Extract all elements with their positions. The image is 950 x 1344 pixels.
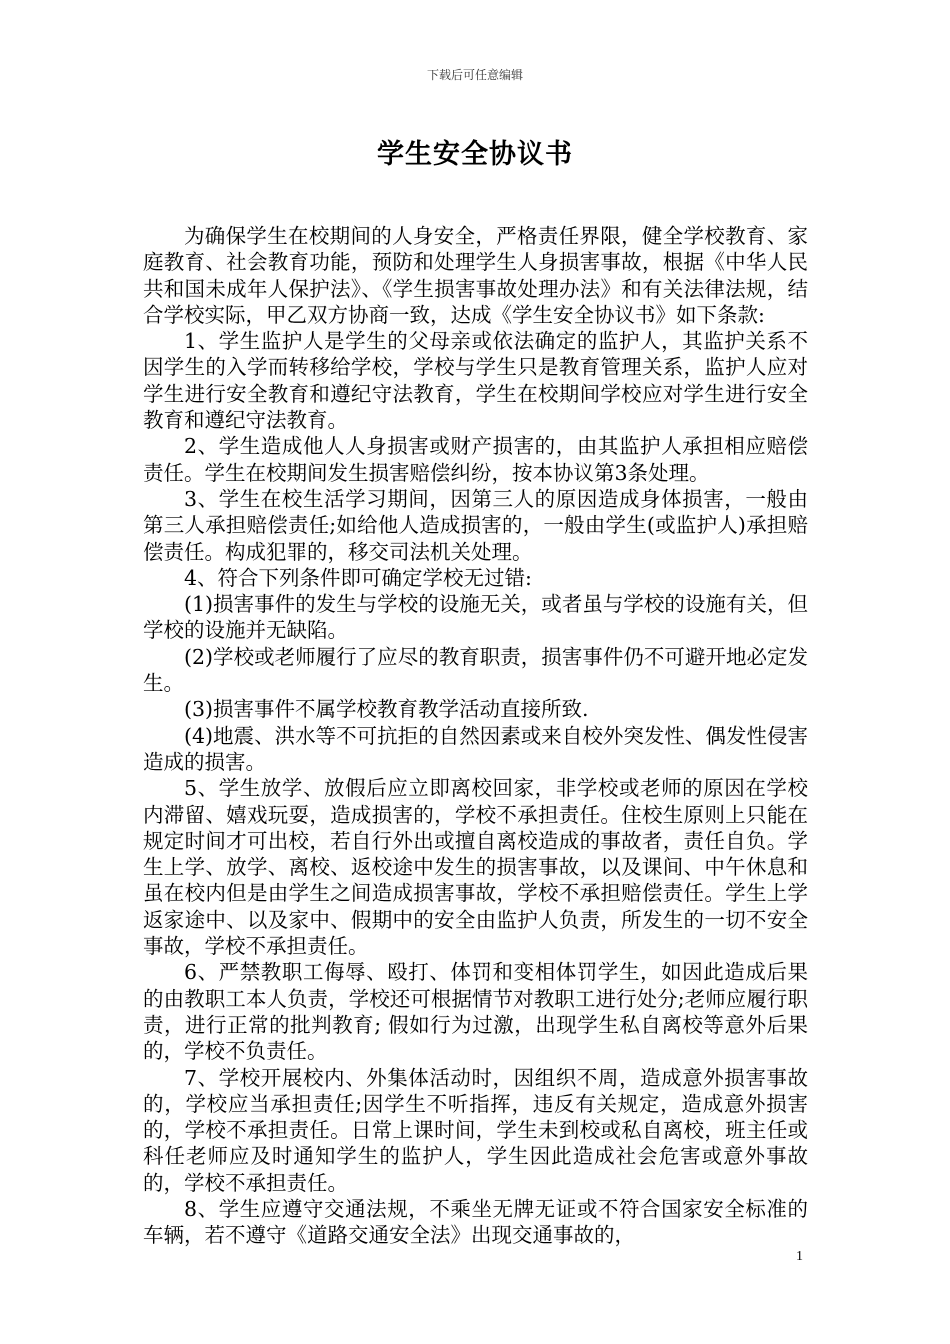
clause-4-item-3: (3)损害事件不属学校教育教学活动直接所致. <box>184 697 589 722</box>
page-number: 1 <box>796 1249 803 1264</box>
clause-4-item-2: (2)学校或老师履行了应尽的教育职责，损害事件仍不可避开地必定发生。 <box>143 644 808 696</box>
clause-4-item-4: (4)地震、洪水等不可抗拒的自然因素或来自校外突发性、偶发性侵害造成的损害。 <box>143 723 808 774</box>
clause-8: 8、学生应遵守交通法规，不乘坐无牌无证或不符合国家安全标准的车辆，若不遵守《道路交通安全法》出现交通事故的， <box>143 1196 808 1248</box>
clause-2: 2、学生造成他人人身损害或财产损害的，由其监护人承担相应赔偿责任。学生在校期间发生损害赔偿纠纷，按本协议第3条处理。 <box>143 434 808 485</box>
document-body <box>143 223 808 1249</box>
clause-1: 1、学生监护人是学生的父母亲或依法确定的监护人，其监护关系不因学生的入学而转移给学校，学校与学生只是教育管理关系，监护人应对学生进行安全教育和遵纪守法教育，学生在校期间学校应对学生进行安全教育和遵纪守法教育。 <box>143 329 808 433</box>
clause-4: 4、符合下列条件即可确定学校无过错: <box>184 565 532 590</box>
clause-3: 3、学生在校生活学习期间，因第三人的原因造成身体损害，一般由第三人承担赔偿责任;如给他人造成损害的，一般由学生(或监护人)承担赔偿责任。构成犯罪的，移交司法机关处理。 <box>143 486 808 564</box>
clause-5: 5、学生放学、放假后应立即离校回家，非学校或老师的原因在学校内滞留、嬉戏玩耍，造成损害的，学校不承担责任。住校生原则上只能在规定时间才可出校，若自行外出或擅自离校造成的事故者，责任自负。学生上学、放学、离校、返校途中发生的损害事故，以及课间、中午休息和虽在校内但是由学生之间造成损害事故，学校不承担赔偿责任。学生上学返家途中、以及家中、假期中的安全由监护人负责，所发生的一切不安全事故，学校不承担责任。 <box>143 776 808 959</box>
clause-4-item-1: (1)损害事件的发生与学校的设施无关，或者虽与学校的设施有关，但学校的设施并无缺陷。 <box>143 592 808 643</box>
document-title: 学生安全协议书 <box>377 139 573 170</box>
intro-paragraph: 为确保学生在校期间的人身安全，严格责任界限，健全学校教育、家庭教育、社会教育功能，预防和处理学生人身损害事故，根据《中华人民共和国未成年人保护法》、《学生损害事故处理办法》和有关法律法规，结合学校实际，甲乙双方协商一致，达成《学生安全协议书》如下条款: <box>143 224 808 327</box>
clause-6: 6、严禁教职工侮辱、殴打、体罚和变相体罚学生，如因此造成后果的由教职工本人负责，学校还可根据情节对教职工进行处分;老师应履行职责，进行正常的批判教育; 假如行为过激，出现学生私自离校等意外后果的，学校不负责任。 <box>143 960 808 1064</box>
clause-7: 7、学校开展校内、外集体活动时，因组织不周，造成意外损害事故的，学校应当承担责任;因学生不听指挥，违反有关规定，造成意外损害的，学校不承担责任。日常上课时间，学生未到校或私自离校，班主任或科任老师应及时通知学生的监护人，学生因此造成社会危害或意外事故的，学校不承担责任。 <box>143 1065 808 1195</box>
page-header-note: 下载后可任意编辑 <box>426 68 523 82</box>
